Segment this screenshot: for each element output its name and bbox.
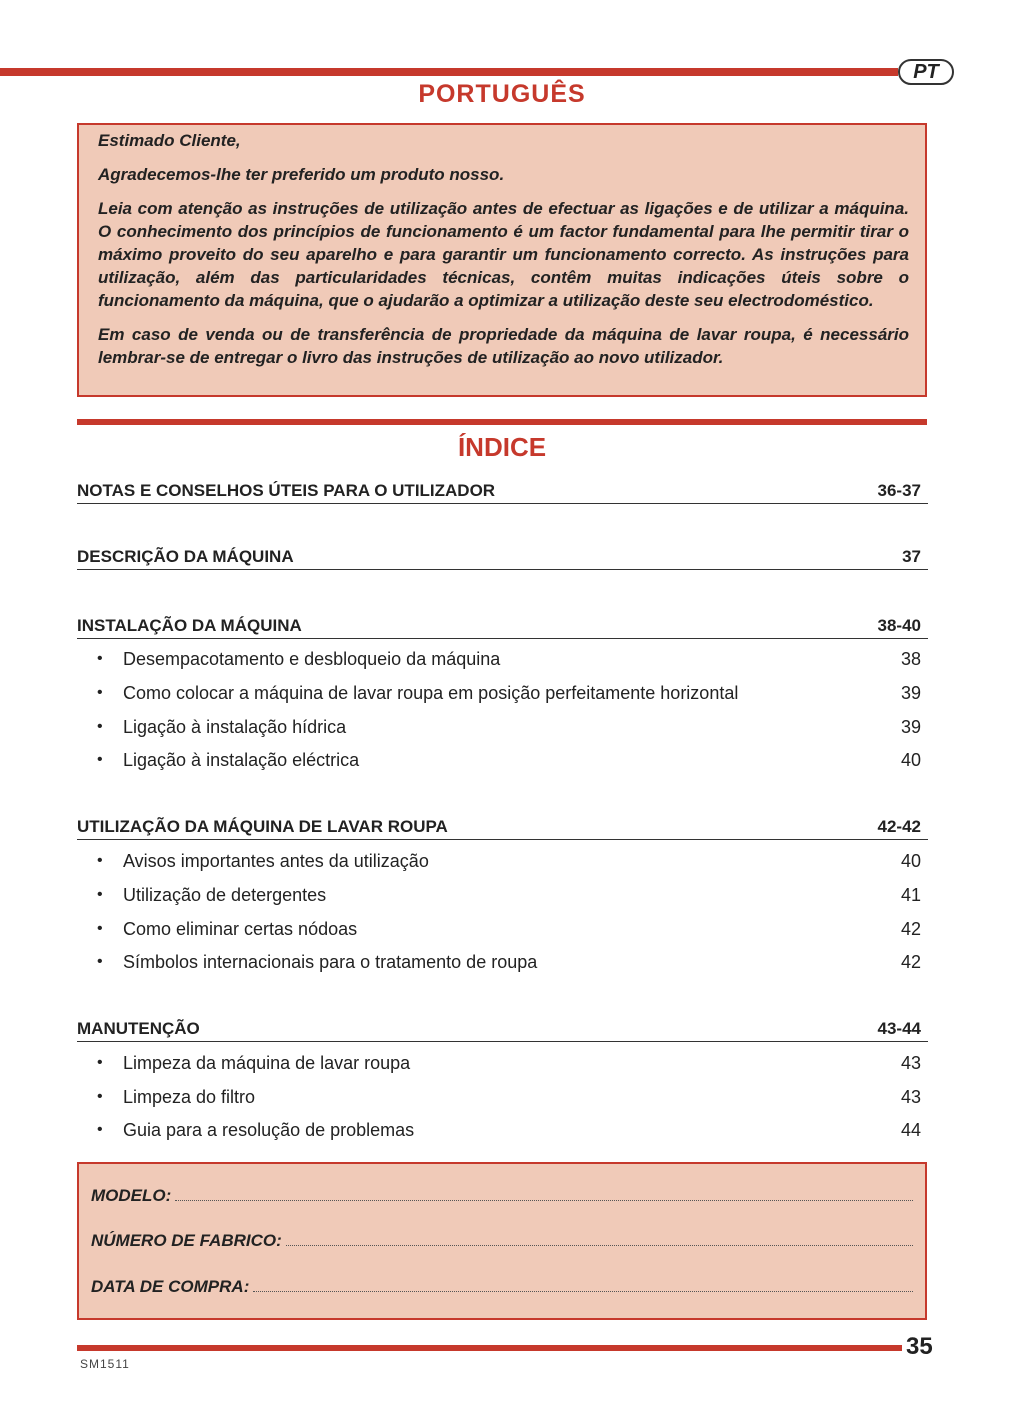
colon: : [276, 1231, 282, 1250]
section-title: MANUTENÇÃO [77, 1019, 200, 1038]
language-badge: PT [898, 59, 954, 85]
footer-rule [77, 1345, 902, 1351]
section-title: NOTAS E CONSELHOS ÚTEIS PARA O UTILIZADOR [77, 481, 496, 500]
intro-instructions: Leia com atenção as instruções de utilização antes de efectuar as ligações e de utilizar a máquina. O conhecimento dos princípios de funcionamento é um factor fundamental para lhe permitir tirar o máximo proveito do seu aparelho e para garantir um funcionamento correcto. As instruções para utilização, além das particularidades técnicas, contêm muitas indicações úteis sobre o funcionamento da máquina, que o ajudarão a optimizar a utilização deste seu electrodoméstico. [98, 199, 909, 310]
index-item[interactable] [97, 715, 921, 739]
section-pages: 42-42 [877, 817, 921, 836]
bullet: • [97, 751, 103, 768]
section-pages: 38-40 [877, 616, 921, 635]
purchase-dotted-line [253, 1290, 913, 1292]
language-title: PORTUGUÊS [418, 80, 586, 108]
model-label: MODELO [91, 1186, 166, 1205]
serial-field[interactable] [91, 1227, 913, 1251]
bullet: • [97, 886, 103, 903]
item-page: 42 [900, 919, 921, 939]
item-text: Limpeza do filtro [123, 1087, 256, 1107]
item-text: Ligação à instalação eléctrica [123, 750, 360, 770]
intro-greeting: Estimado Cliente, [98, 131, 241, 150]
index-section-utilizacao[interactable] [77, 815, 928, 840]
index-item[interactable] [97, 681, 921, 705]
intro-transfer-note: Em caso de venda ou de transferência de propriedade da máquina de lavar roupa, é necessário lembrar-se de entregar o livro das instruções de utilização ao novo utilizador. [98, 325, 909, 367]
item-text: Ligação à instalação hídrica [123, 717, 347, 737]
index-rule [77, 419, 927, 425]
page-number: 35 [906, 1333, 933, 1360]
document-code: SM1511 [80, 1357, 130, 1371]
item-page: 38 [900, 649, 921, 669]
bullet: • [97, 953, 103, 970]
colon: : [243, 1277, 250, 1296]
model-field[interactable] [91, 1182, 913, 1206]
header-rule [0, 68, 898, 76]
item-page: 40 [900, 750, 921, 770]
bullet: • [97, 650, 103, 667]
section-pages: 43-44 [877, 1019, 921, 1038]
item-page: 43 [900, 1053, 921, 1073]
item-text: Símbolos internacionais para o tratamento de roupa [123, 952, 538, 972]
index-item[interactable] [97, 1051, 921, 1075]
index-item[interactable] [97, 849, 921, 873]
bullet: • [97, 1054, 103, 1071]
section-title: UTILIZAÇÃO DA MÁQUINA DE LAVAR ROUPA [77, 817, 448, 836]
index-section-instalacao[interactable] [77, 614, 928, 639]
index-title: ÍNDICE [457, 432, 547, 462]
section-title: DESCRIÇÃO DA MÁQUINA [77, 547, 294, 566]
section-pages: 36-37 [877, 481, 921, 500]
item-page: 40 [900, 851, 921, 871]
item-page: 43 [900, 1087, 921, 1107]
index-section-manutencao[interactable] [77, 1017, 928, 1042]
index-item[interactable] [97, 950, 921, 974]
index-section-notas[interactable] [77, 479, 928, 504]
index-item[interactable] [97, 748, 921, 772]
index-item[interactable] [97, 1085, 921, 1109]
index-item[interactable] [97, 1118, 921, 1142]
bullet: • [97, 684, 103, 701]
serial-label: NÚMERO DE FABRICO [91, 1231, 277, 1250]
item-text: Guia para a resolução de problemas [123, 1120, 415, 1140]
item-text: Como eliminar certas nódoas [123, 919, 358, 939]
intro-box [77, 123, 927, 397]
index-section-descricao[interactable] [77, 545, 928, 570]
item-text: Avisos importantes antes da utilização [123, 851, 429, 871]
item-text: Utilização de detergentes [123, 885, 327, 905]
item-page: 41 [900, 885, 921, 905]
item-page: 39 [900, 683, 921, 703]
bullet: • [97, 1121, 103, 1138]
index-item[interactable] [97, 883, 921, 907]
item-page: 44 [900, 1120, 921, 1140]
item-page: 42 [900, 952, 921, 972]
serial-dotted-line [286, 1244, 913, 1246]
item-text: Como colocar a máquina de lavar roupa em posição perfeitamente horizontal [123, 683, 739, 703]
index-item[interactable] [97, 647, 921, 671]
intro-thanks: Agradecemos-lhe ter preferido um produto nosso. [98, 165, 505, 184]
section-title: INSTALAÇÃO DA MÁQUINA [77, 616, 302, 635]
bullet: • [97, 920, 103, 937]
purchase-label: DATA DE COMPRA [91, 1277, 244, 1296]
item-page: 39 [900, 717, 921, 737]
index-item[interactable] [97, 917, 921, 941]
purchase-date-field[interactable] [91, 1273, 913, 1297]
colon: : [165, 1186, 172, 1205]
section-pages: 37 [902, 547, 921, 566]
item-text: Limpeza da máquina de lavar roupa [123, 1053, 411, 1073]
product-info-box [77, 1162, 927, 1320]
bullet: • [97, 1088, 103, 1105]
model-dotted-line [175, 1199, 913, 1201]
bullet: • [97, 852, 103, 869]
item-text: Desempacotamento e desbloqueio da máquina [123, 649, 501, 669]
bullet: • [97, 718, 103, 735]
